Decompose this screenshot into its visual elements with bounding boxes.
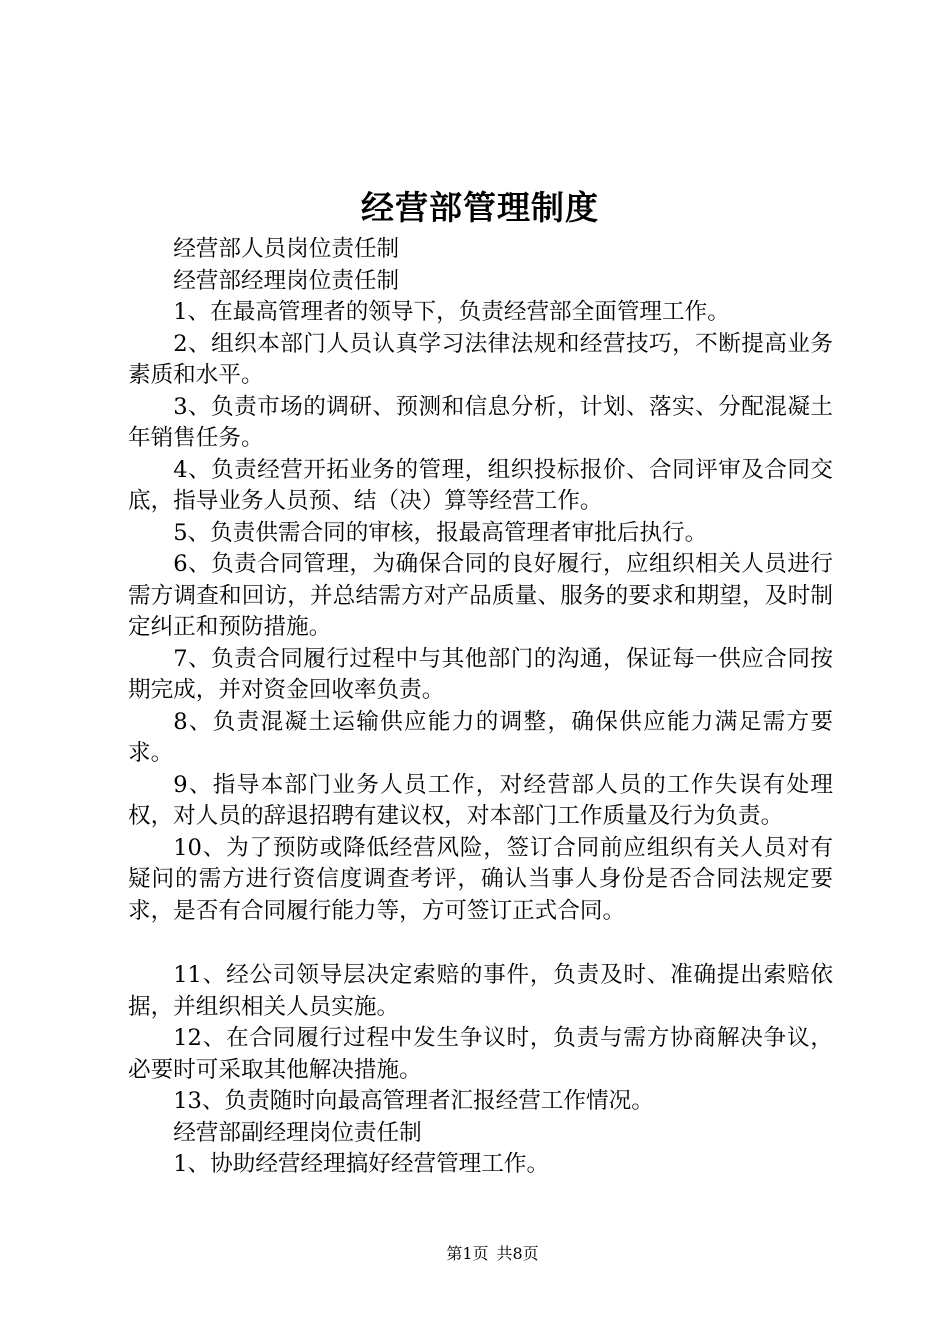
page-total: 共8页	[496, 1244, 539, 1263]
clause-3: 3、负责市场的调研、预测和信息分析，计划、落实、分配混凝土年销售任务。	[128, 393, 833, 451]
page-footer	[0, 1244, 950, 1264]
clause-1: 1、在最高管理者的领导下，负责经营部全面管理工作。	[173, 299, 730, 325]
clause-7: 7、负责合同履行过程中与其他部门的沟通，保证每一供应合同按期完成，并对资金回收率负责。	[128, 645, 833, 703]
clause-8: 8、负责混凝土运输供应能力的调整，确保供应能力满足需方要求。	[128, 708, 833, 766]
clause-12: 12、在合同履行过程中发生争议时，负责与需方协商解决争议，必要时可采取其他解决措施。	[128, 1025, 833, 1083]
document-body	[128, 234, 833, 1181]
section-heading-staff: 经营部人员岗位责任制	[173, 236, 400, 262]
page-number: 第1页	[446, 1244, 489, 1263]
document-title: 经营部管理制度	[361, 188, 599, 227]
clause-4: 4、负责经营开拓业务的管理，组织投标报价、合同评审及合同交底，指导业务人员预、结（决）算等经营工作。	[128, 456, 833, 514]
clause-11: 11、经公司领导层决定索赔的事件，负责及时、准确提出索赔依据，并组织相关人员实施。	[128, 962, 833, 1020]
section-heading-manager: 经营部经理岗位责任制	[173, 267, 400, 294]
clause-6: 6、负责合同管理，为确保合同的良好履行，应组织相关人员进行需方调查和回访，并总结需方对产品质量、服务的要求和期望，及时制定纠正和预防措施。	[128, 551, 833, 640]
deputy-clause-1: 1、协助经营经理搞好经营管理工作。	[173, 1151, 550, 1177]
clause-9: 9、指导本部门业务人员工作，对经营部人员的工作失误有处理权，对人员的辞退招聘有建议权，对本部门工作质量及行为负责。	[128, 771, 833, 829]
clause-13: 13、负责随时向最高管理者汇报经营工作情况。	[173, 1088, 654, 1114]
clause-10: 10、为了预防或降低经营风险，签订合同前应组织有关人员对有疑问的需方进行资信度调查考评，确认当事人身份是否合同法规定要求，是否有合同履行能力等，方可签订正式合同。	[128, 834, 833, 924]
section-heading-deputy-manager: 经营部副经理岗位责任制	[173, 1119, 422, 1146]
clause-5: 5、负责供需合同的审核，报最高管理者审批后执行。	[173, 519, 708, 546]
clause-2: 2、组织本部门人员认真学习法律法规和经营技巧，不断提高业务素质和水平。	[128, 330, 833, 388]
